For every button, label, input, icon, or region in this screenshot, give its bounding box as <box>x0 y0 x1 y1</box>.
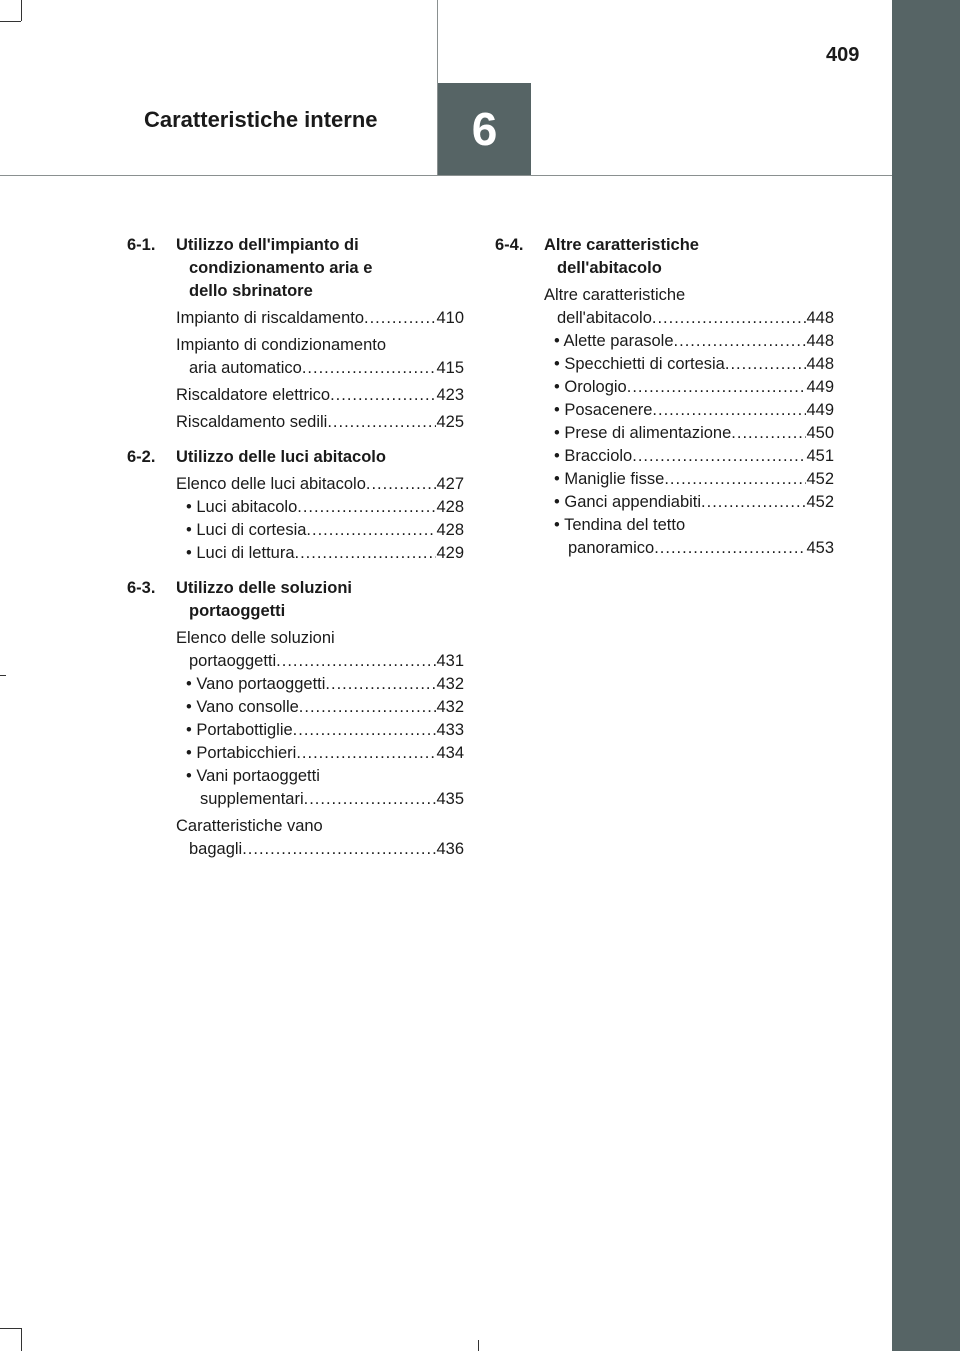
dot-leader <box>627 376 807 399</box>
entry-label: • Orologio <box>554 378 627 396</box>
header-rule <box>0 175 892 176</box>
toc-subentry[interactable] <box>544 353 834 376</box>
crop-mark <box>21 1328 22 1351</box>
toc-entry[interactable] <box>544 284 834 330</box>
toc-section-6-1 <box>127 234 464 434</box>
page-ref: 410 <box>436 309 464 327</box>
page-ref: 423 <box>436 386 464 404</box>
toc-subentry[interactable] <box>176 519 464 542</box>
page-ref: 429 <box>436 544 464 562</box>
dot-leader <box>242 838 436 861</box>
dot-leader <box>731 422 806 445</box>
page-ref: 428 <box>436 521 464 539</box>
section-title-line: dello sbrinatore <box>189 282 313 300</box>
page-ref: 452 <box>806 470 834 488</box>
page-ref: 448 <box>806 309 834 327</box>
section-heading <box>127 234 464 303</box>
page-ref: 453 <box>806 539 834 557</box>
dot-leader <box>652 307 807 330</box>
page-ref: 435 <box>436 790 464 808</box>
entry-label: bagagli <box>189 840 243 858</box>
crop-mark <box>0 21 21 22</box>
section-title <box>176 577 464 623</box>
chapter-side-tab <box>892 0 960 1351</box>
entry-label: Altre caratteristiche <box>544 286 686 304</box>
entry-label: • Portabicchieri <box>186 744 297 762</box>
page-ref: 449 <box>806 378 834 396</box>
page-ref: 436 <box>436 840 464 858</box>
page-ref: 432 <box>436 675 464 693</box>
section-heading <box>127 446 464 469</box>
toc-subentry[interactable] <box>544 445 834 468</box>
entry-label: Impianto di condizionamento <box>176 336 387 354</box>
section-heading <box>127 577 464 623</box>
entry-label: • Luci di lettura <box>186 544 295 562</box>
entry-label: • Maniglie fisse <box>554 470 665 488</box>
dot-leader <box>366 473 437 496</box>
toc-subentry[interactable] <box>544 376 834 399</box>
toc-entry[interactable] <box>176 411 464 434</box>
entry-label: • Luci abitacolo <box>186 498 298 516</box>
dot-leader <box>330 384 436 407</box>
entry-label: aria automatico <box>189 359 302 377</box>
entry-label: Elenco delle soluzioni <box>176 629 335 647</box>
entry-label: • Luci di cortesia <box>186 521 307 539</box>
page-ref: 431 <box>436 652 464 670</box>
entry-label: • Ganci appendiabiti <box>554 493 702 511</box>
section-title-line: condizionamento aria e <box>189 259 373 277</box>
entry-label: • Bracciolo <box>554 447 633 465</box>
toc-subentry[interactable] <box>176 696 464 719</box>
dot-leader <box>654 537 806 560</box>
entry-label: portaoggetti <box>189 652 277 670</box>
toc-subentry[interactable] <box>544 491 834 514</box>
crop-mark <box>0 1328 21 1329</box>
entry-label: Caratteristiche vano <box>176 817 323 835</box>
entry-label: • Posacenere <box>554 401 653 419</box>
toc-section-6-4 <box>495 234 834 560</box>
section-title-line: portaoggetti <box>189 602 286 620</box>
toc-subentry[interactable] <box>176 765 464 811</box>
toc-subentry[interactable] <box>544 468 834 491</box>
page-ref: 415 <box>436 359 464 377</box>
entry-label: Riscaldamento sedili <box>176 413 328 431</box>
dot-leader <box>295 542 437 565</box>
page-ref: 427 <box>436 475 464 493</box>
toc-entry[interactable] <box>176 334 464 380</box>
toc-subentry[interactable] <box>176 719 464 742</box>
entry-label: dell'abitacolo <box>557 309 652 327</box>
toc-section-6-3 <box>127 577 464 861</box>
entry-label: • Tendina del tetto <box>554 516 686 534</box>
section-title: Utilizzo delle luci abitacolo <box>176 448 386 466</box>
page-ref: 448 <box>806 332 834 350</box>
entry-label: • Specchietti di cortesia <box>554 355 725 373</box>
page-ref: 434 <box>436 744 464 762</box>
page-ref: 432 <box>436 698 464 716</box>
dot-leader <box>293 719 437 742</box>
page-ref: 433 <box>436 721 464 739</box>
page-ref: 448 <box>806 355 834 373</box>
entry-label: Impianto di riscaldamento <box>176 309 365 327</box>
toc-column-left <box>127 234 464 873</box>
toc-entry[interactable] <box>176 815 464 861</box>
page-ref: 425 <box>436 413 464 431</box>
toc-entry[interactable] <box>176 307 464 330</box>
crop-mark <box>478 1340 479 1351</box>
entry-label: Elenco delle luci abitacolo <box>176 475 366 493</box>
entry-label: • Prese di alimentazione <box>554 424 732 442</box>
section-number: 6-4. <box>495 236 524 254</box>
dot-leader <box>304 788 437 811</box>
entry-label: • Vano portaoggetti <box>186 675 326 693</box>
dot-leader <box>327 411 436 434</box>
toc-subentry[interactable] <box>544 330 834 353</box>
toc-entry[interactable] <box>176 627 464 673</box>
dot-leader <box>299 696 437 719</box>
chapter-title: Caratteristiche interne <box>144 107 378 132</box>
chapter-number-box <box>438 83 531 175</box>
entry-label: supplementari <box>200 790 304 808</box>
crop-mark <box>21 0 22 21</box>
section-title-line: Utilizzo delle soluzioni <box>176 579 353 597</box>
section-title <box>544 234 834 280</box>
dot-leader <box>701 491 806 514</box>
section-number: 6-2. <box>127 448 156 466</box>
entry-label: • Vano consolle <box>186 698 299 716</box>
toc-subentry[interactable] <box>176 742 464 765</box>
entry-label: • Vani portaoggetti <box>186 767 320 785</box>
toc-section-6-2 <box>127 446 464 565</box>
section-number: 6-3. <box>127 579 156 597</box>
section-title-line: Utilizzo dell'impianto di <box>176 236 359 254</box>
dot-leader <box>364 307 436 330</box>
entry-label: panoramico <box>568 539 655 557</box>
toc-subentry[interactable] <box>544 514 834 560</box>
dot-leader <box>674 330 807 353</box>
section-heading <box>495 234 834 280</box>
dot-leader <box>632 445 806 468</box>
entry-label: • Alette parasole <box>554 332 674 350</box>
section-title-line: Altre caratteristiche <box>544 236 699 254</box>
page-ref: 452 <box>806 493 834 511</box>
page-ref: 450 <box>806 424 834 442</box>
toc-subentry[interactable] <box>544 399 834 422</box>
toc-entry[interactable] <box>176 473 464 496</box>
chapter-number: 6 <box>471 103 498 155</box>
dot-leader <box>297 496 436 519</box>
dot-leader <box>306 519 436 542</box>
toc-subentry[interactable] <box>176 673 464 696</box>
entry-label: • Portabottiglie <box>186 721 293 739</box>
dot-leader <box>276 650 436 673</box>
dot-leader <box>652 399 806 422</box>
section-title <box>176 234 464 303</box>
page-ref: 449 <box>806 401 834 419</box>
dot-leader <box>302 357 437 380</box>
toc-column-right <box>495 234 834 572</box>
page-number: 409 <box>826 44 860 66</box>
crop-mark <box>0 675 6 676</box>
entry-label: Riscaldatore elettrico <box>176 386 331 404</box>
dot-leader <box>325 673 436 696</box>
page-ref: 428 <box>436 498 464 516</box>
section-number: 6-1. <box>127 236 156 254</box>
toc-subentry[interactable] <box>176 542 464 565</box>
toc-subentry[interactable] <box>544 422 834 445</box>
section-title-line: dell'abitacolo <box>557 259 662 277</box>
toc-subentry[interactable] <box>176 496 464 519</box>
page-ref: 451 <box>806 447 834 465</box>
dot-leader <box>725 353 807 376</box>
toc-entry[interactable] <box>176 384 464 407</box>
dot-leader <box>296 742 436 765</box>
dot-leader <box>664 468 806 491</box>
